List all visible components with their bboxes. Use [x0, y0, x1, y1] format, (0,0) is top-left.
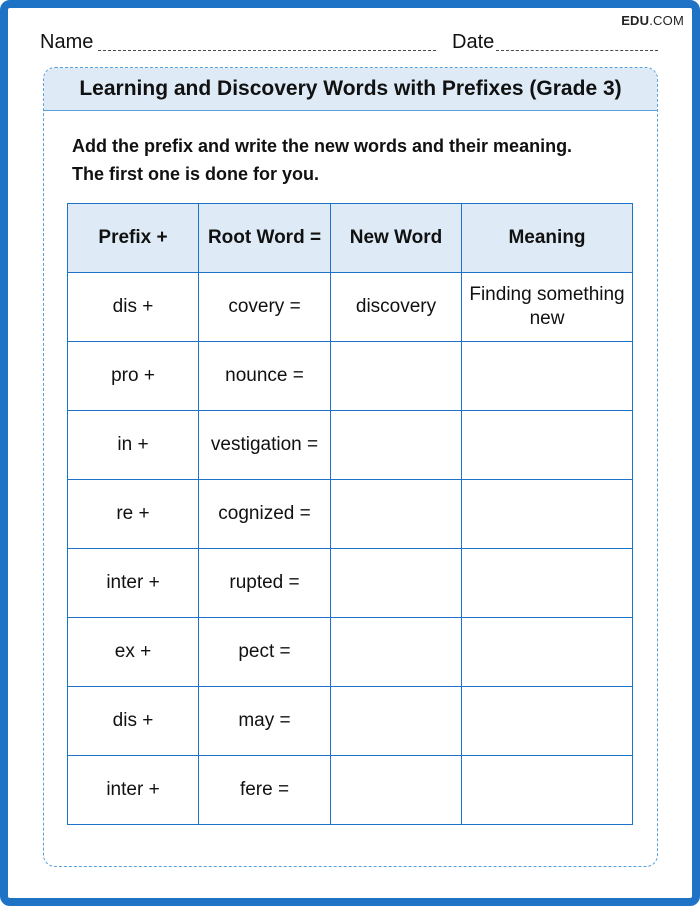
prefix-cell: ex +: [68, 618, 199, 687]
instructions-line-2: The first one is done for you.: [72, 164, 320, 184]
meaning-cell[interactable]: [462, 549, 633, 618]
table-row: [68, 549, 633, 618]
prefix-cell: pro +: [68, 342, 199, 411]
instructions: [72, 132, 642, 188]
date-field[interactable]: [496, 50, 658, 51]
table-row: [68, 273, 633, 342]
brand-logo: [621, 13, 684, 28]
new-word-cell[interactable]: [331, 342, 462, 411]
title-bar: [44, 68, 657, 111]
root-word-cell: cognized =: [199, 480, 331, 549]
root-word-cell: nounce =: [199, 342, 331, 411]
prefix-cell: inter +: [68, 756, 199, 825]
prefix-cell: dis +: [68, 273, 199, 342]
brand-suffix: .COM: [649, 13, 684, 28]
table-row: [68, 618, 633, 687]
meaning-cell[interactable]: Finding something new: [462, 273, 633, 342]
header-meaning: Meaning: [462, 204, 633, 273]
name-date-row: [40, 30, 658, 54]
root-word-cell: rupted =: [199, 549, 331, 618]
table-row: [68, 411, 633, 480]
new-word-cell[interactable]: [331, 480, 462, 549]
meaning-cell[interactable]: [462, 756, 633, 825]
new-word-cell[interactable]: [331, 687, 462, 756]
date-label: Date: [452, 31, 495, 53]
meaning-cell[interactable]: [462, 411, 633, 480]
prefix-cell: in +: [68, 411, 199, 480]
header-new-word: New Word: [331, 204, 462, 273]
new-word-cell[interactable]: [331, 411, 462, 480]
root-word-cell: covery =: [199, 273, 331, 342]
table-row: [68, 756, 633, 825]
meaning-cell[interactable]: [462, 480, 633, 549]
table-row: [68, 687, 633, 756]
root-word-cell: vestigation =: [199, 411, 331, 480]
header-prefix: Prefix +: [68, 204, 199, 273]
table-row: [68, 342, 633, 411]
table-row: [68, 480, 633, 549]
new-word-cell[interactable]: [331, 549, 462, 618]
new-word-cell[interactable]: [331, 618, 462, 687]
root-word-cell: fere =: [199, 756, 331, 825]
prefix-cell: re +: [68, 480, 199, 549]
header-root-word: Root Word =: [199, 204, 331, 273]
name-label: Name: [40, 31, 94, 53]
brand-prefix: EDU: [621, 13, 650, 28]
worksheet-title: Learning and Discovery Words with Prefixes (Grade 3): [79, 77, 622, 100]
worksheet-panel: [43, 67, 658, 867]
prefix-cell: inter +: [68, 549, 199, 618]
name-field[interactable]: [98, 50, 436, 51]
prefix-cell: dis +: [68, 687, 199, 756]
prefix-table: [67, 203, 633, 825]
meaning-cell[interactable]: [462, 687, 633, 756]
meaning-cell[interactable]: [462, 618, 633, 687]
table-header-row: [68, 204, 633, 273]
instructions-line-1: Add the prefix and write the new words and their meaning.: [72, 136, 573, 156]
new-word-cell[interactable]: discovery: [331, 273, 462, 342]
root-word-cell: pect =: [199, 618, 331, 687]
new-word-cell[interactable]: [331, 756, 462, 825]
meaning-cell[interactable]: [462, 342, 633, 411]
root-word-cell: may =: [199, 687, 331, 756]
